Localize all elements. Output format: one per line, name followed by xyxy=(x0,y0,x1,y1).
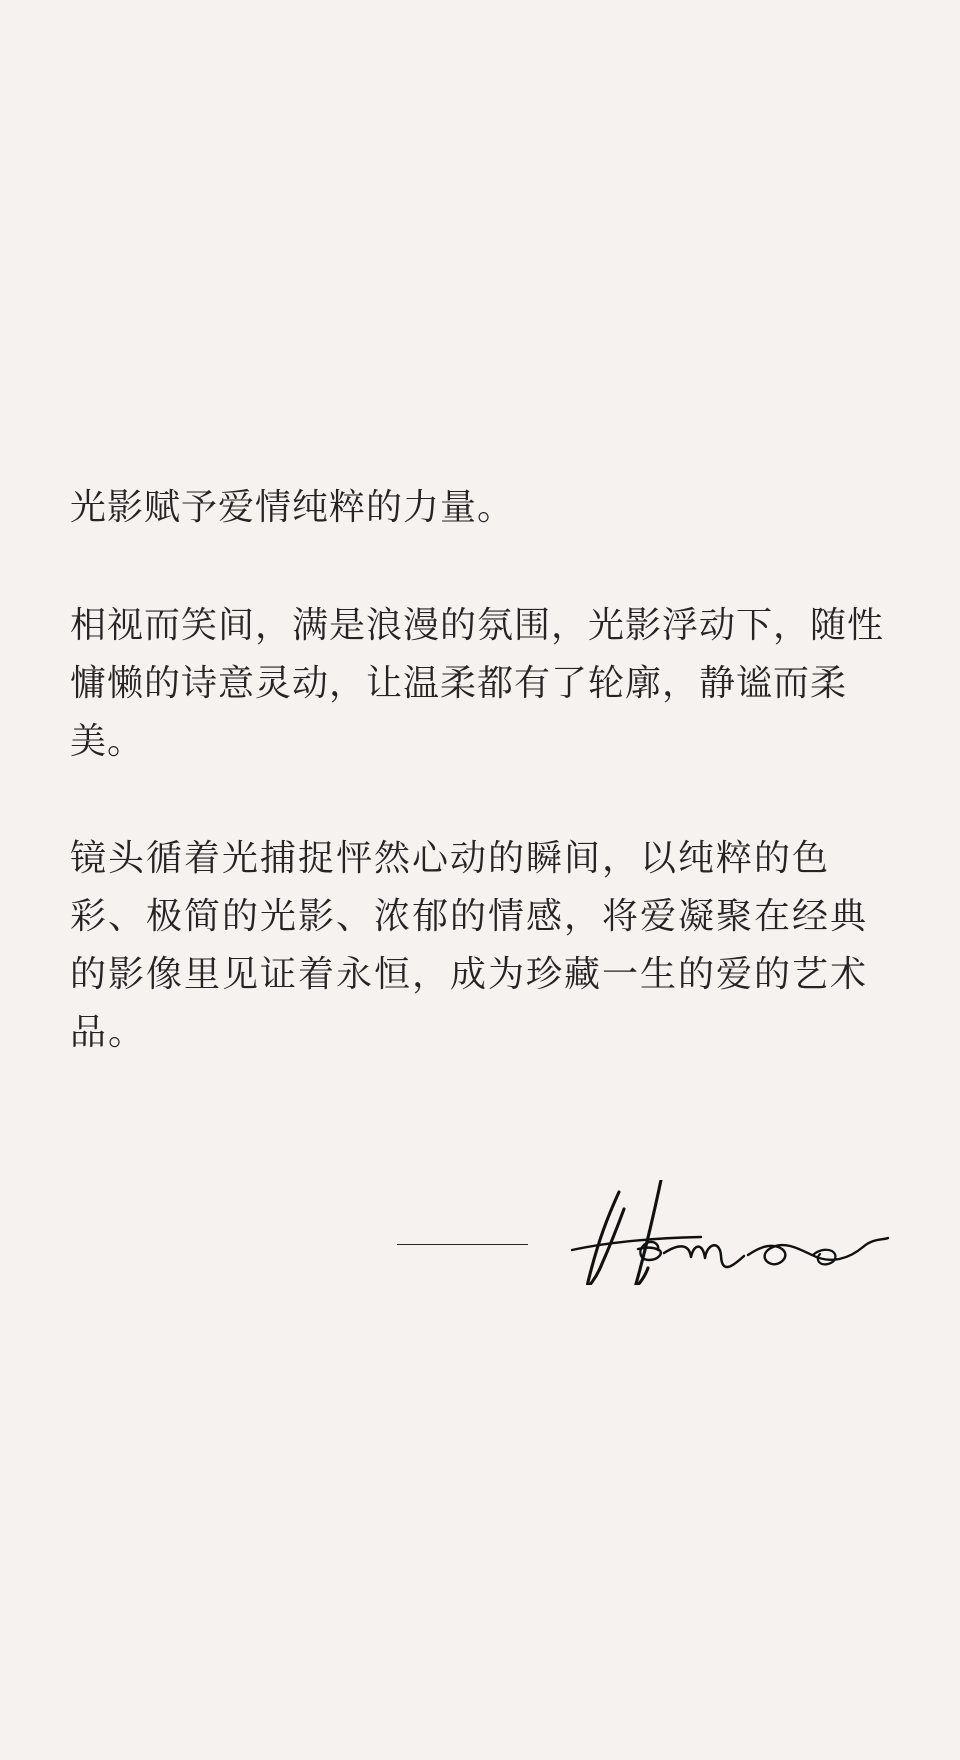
signature-divider xyxy=(397,1244,528,1245)
paragraph-intro: 光影赋予爱情纯粹的力量。 xyxy=(70,487,515,528)
paragraph-romance: 相视而笑间，满是浪漫的氛围，光影浮动下，随性慵懒的诗意灵动，让温柔都有了轮廓，静谧而柔美。 xyxy=(70,605,885,762)
signature-row xyxy=(0,1180,960,1290)
paragraph-art: 镜头循着光捕捉怦然心动的瞬间，以纯粹的色彩、极简的光影、浓郁的情感，将爱凝聚在经典的影像里见证着永恒，成为珍藏一生的爱的艺术品。 xyxy=(70,838,869,1053)
handwritten-signature xyxy=(570,1180,890,1285)
